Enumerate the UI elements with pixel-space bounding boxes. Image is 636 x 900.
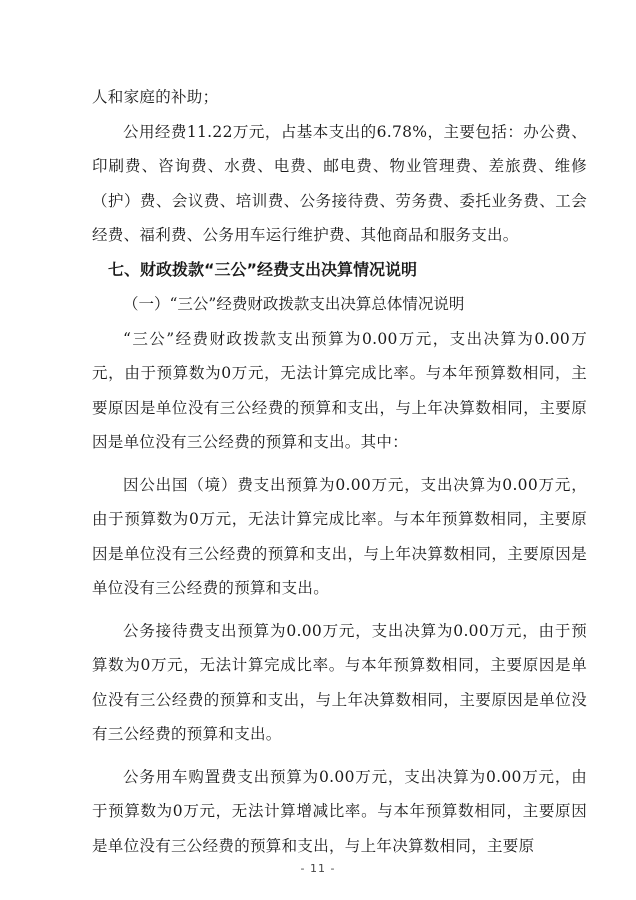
paragraph-overseas-travel: 因公出国（境）费支出预算为0.00万元，支出决算为0.00万元，由于预算数为0万元，无法计算完成比率。与本年预算数相同，主要原因是单位没有三公经费的预算和支出，与上年决算数相同，主要原因是单位没有三公经费的预算和支出。 [92, 475, 587, 597]
paragraph-continuation: 人和家庭的补助； [92, 88, 219, 106]
document-body [92, 80, 587, 863]
paragraph-vehicle-purchase: 公务用车购置费支出预算为0.00万元，支出决算为0.00万元，由于预算数为0万元，无法计算增减比率。与本年预算数相同，主要原因是单位没有三公经费的预算和支出，与上年决算数相同，主要原 [92, 767, 587, 855]
section-heading-seven: 七、财政拨款“三公”经费支出决算情况说明 [108, 259, 418, 279]
paragraph-reception-expenses: 公务接待费支出预算为0.00万元，支出决算为0.00万元，由于预算数为0万元，无法计算完成比率。与本年预算数相同，主要原因是单位没有三公经费的预算和支出，与上年决算数相同，主要原因是单位没有三公经费的预算和支出。 [92, 621, 587, 743]
subsection-heading-one: （一）“三公”经费财政拨款支出决算总体情况说明 [123, 295, 465, 313]
paragraph-three-public-overview: “三公”经费财政拨款支出预算为0.00万元，支出决算为0.00万元，由于预算数为0万元，无法计算完成比率。与本年预算数相同，主要原因是单位没有三公经费的预算和支出，与上年决算数相同，主要原因是单位没有三公经费的预算和支出。其中： [92, 329, 587, 451]
paragraph-gap [92, 606, 587, 614]
paragraph-public-expenses: 公用经费11.22万元，占基本支出的6.78%，主要包括：办公费、印刷费、咨询费、水费、电费、邮电费、物业管理费、差旅费、维修（护）费、会议费、培训费、公务接待费、劳务费、委托业务费、工会经费、福利费、公务用车运行维护费、其他商品和服务支出。 [92, 122, 587, 244]
page-number: - 11 - [300, 862, 336, 875]
paragraph-gap [92, 460, 587, 468]
paragraph-gap [92, 752, 587, 760]
